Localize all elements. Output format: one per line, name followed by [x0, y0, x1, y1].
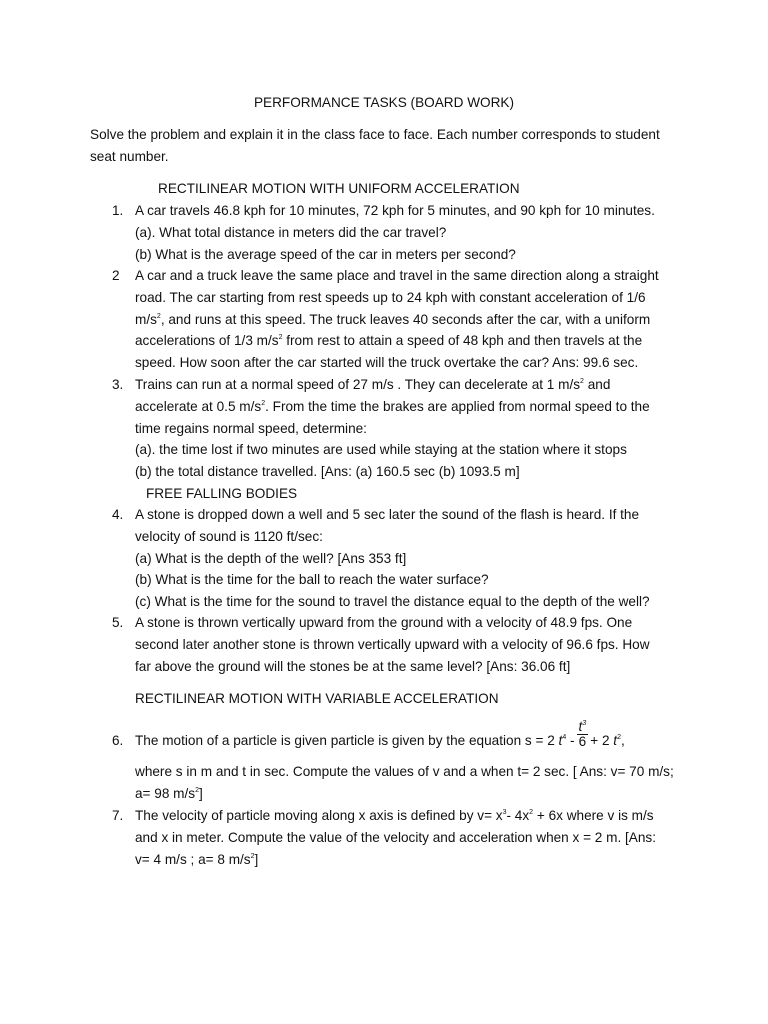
problem-text: far above the ground will the stones be at the same level? [Ans: 36.06 ft] [135, 658, 571, 674]
problem-text [135, 783, 680, 805]
text-fragment: The motion of a particle is given particle is given by the equation s = 2 [135, 733, 555, 748]
sub-question-b: (b) the total distance travelled. [Ans: (a) 160.5 sec (b) 1093.5 m] [135, 464, 520, 480]
text-fragment: , and runs at this speed. The truck leaves 40 seconds after the car, with a uniform [160, 311, 651, 327]
problem-text: A stone is dropped down a well and 5 sec later the sound of the flash is heard. If the [135, 507, 640, 522]
text-fragment: accelerations of 1/3 m/s [135, 333, 279, 349]
text-fragment: a= 98 m/s [135, 785, 196, 801]
text-fragment: from rest to attain a speed of 48 kph and then travels at the [282, 333, 643, 349]
problem-number: 6. [112, 733, 124, 748]
text-fragment: + 6x where v is m/s [533, 808, 654, 823]
problem-text: and x in meter. Compute the value of the velocity and acceleration when x = 2 m. [Ans: [135, 829, 657, 845]
sub-question-a: (a) What is the depth of the well? [Ans 353 ft] [135, 550, 407, 566]
problem-number: 3. [112, 377, 124, 392]
variable-t: t [613, 733, 618, 748]
text-fragment: ] [254, 851, 259, 867]
page-title: PERFORMANCE TASKS (BOARD WORK) [253, 95, 515, 110]
problem-text [135, 805, 680, 827]
text-fragment: . From the time the brakes are applied from normal speed to the [265, 398, 650, 414]
problem-text: time regains normal speed, determine: [135, 420, 367, 436]
problem-text [135, 330, 680, 352]
instructions-line-2: seat number. [90, 148, 169, 164]
problem-3 [90, 374, 680, 483]
problem-text: second later another stone is thrown vertically upward with a velocity of 96.6 fps. How [135, 636, 650, 652]
sub-question-b: (b) What is the average speed of the car in meters per second? [135, 246, 516, 262]
fraction [577, 720, 589, 749]
text-fragment: Trains can run at a normal speed of 27 m/s . They can decelerate at 1 m/s [135, 377, 581, 392]
text-fragment: m/s [135, 311, 157, 327]
superscript: 2 [195, 786, 199, 794]
instructions-line-1: Solve the problem and explain it in the class face to face. Each number corresponds to student [90, 127, 660, 142]
text-fragment: and [583, 377, 611, 392]
problem-number: 1. [112, 203, 124, 218]
section-heading-free-falling: FREE FALLING BODIES [146, 486, 298, 501]
superscript: 2 [156, 312, 161, 320]
problem-2 [90, 265, 680, 374]
problem-4 [90, 504, 680, 613]
section-heading-uniform-acceleration: RECTILINEAR MOTION WITH UNIFORM ACCELERATION [158, 181, 520, 196]
problem-text: velocity of sound is 1120 ft/sec: [135, 528, 323, 544]
text-fragment: accelerate at 0.5 m/s [135, 398, 262, 414]
superscript: 2 [617, 734, 621, 741]
fraction-numerator [577, 720, 589, 735]
fraction-denominator: 6 [578, 733, 587, 749]
sub-question-a: (a). What total distance in meters did the car travel? [135, 224, 447, 240]
section-heading-variable-acceleration: RECTILINEAR MOTION WITH VARIABLE ACCELERATION [135, 691, 499, 706]
problem-text: road. The car starting from rest speeds up to 24 kph with constant acceleration of 1/6 [135, 289, 646, 305]
superscript: 4 [562, 734, 567, 741]
superscript: 2 [529, 809, 534, 816]
superscript: 3 [582, 719, 587, 727]
problem-number: 2 [112, 268, 120, 283]
sub-question-c: (c) What is the time for the sound to travel the distance equal to the depth of the well? [135, 594, 650, 610]
problem-number: 5. [112, 615, 124, 630]
problem-6 [90, 718, 680, 804]
text-fragment: v= 4 m/s ; a= 8 m/s [135, 851, 251, 867]
sub-question-b: (b) What is the time for the ball to reach the water surface? [135, 572, 489, 588]
superscript: 3 [502, 809, 507, 816]
sub-question-a: (a). the time lost if two minutes are used while staying at the station where it stops [135, 442, 627, 458]
instructions [90, 124, 680, 168]
superscript: 2 [580, 378, 584, 385]
text-fragment: ] [198, 785, 203, 801]
text-fragment: , [620, 733, 625, 748]
problem-text: speed. How soon after the car started will the truck overtake the car? Ans: 99.6 sec. [135, 355, 639, 371]
text-fragment: + 2 [590, 733, 610, 748]
problem-text: where s in m and t in sec. Compute the values of v and a when t= 2 sec. [ Ans: v= 70 m/s; [135, 763, 674, 779]
problem-text [135, 718, 680, 752]
superscript: 2 [261, 399, 266, 407]
text-fragment: The velocity of particle moving along x axis is defined by v= x [135, 808, 503, 823]
text-fragment: - 4x [506, 808, 530, 823]
problem-text [135, 374, 680, 396]
problem-text: A car travels 46.8 kph for 10 minutes, 72 kph for 5 minutes, and 90 kph for 10 minutes. [135, 203, 655, 218]
superscript: 2 [250, 852, 255, 860]
problem-text: A car and a truck leave the same place and travel in the same direction along a straight [135, 268, 659, 283]
text-fragment: t [578, 718, 583, 734]
problem-text: A stone is thrown vertically upward from the ground with a velocity of 48.9 fps. One [135, 615, 633, 630]
problem-number: 4. [112, 507, 124, 522]
problem-text [135, 849, 680, 871]
problem-7 [90, 805, 680, 870]
problem-text [135, 309, 680, 331]
problem-number: 7. [112, 808, 124, 823]
variable-t: t [558, 733, 563, 748]
problem-text [135, 396, 680, 418]
problem-5 [90, 612, 680, 677]
problem-1 [90, 200, 680, 265]
superscript: 2 [278, 334, 283, 342]
text-fragment: - [566, 733, 575, 748]
